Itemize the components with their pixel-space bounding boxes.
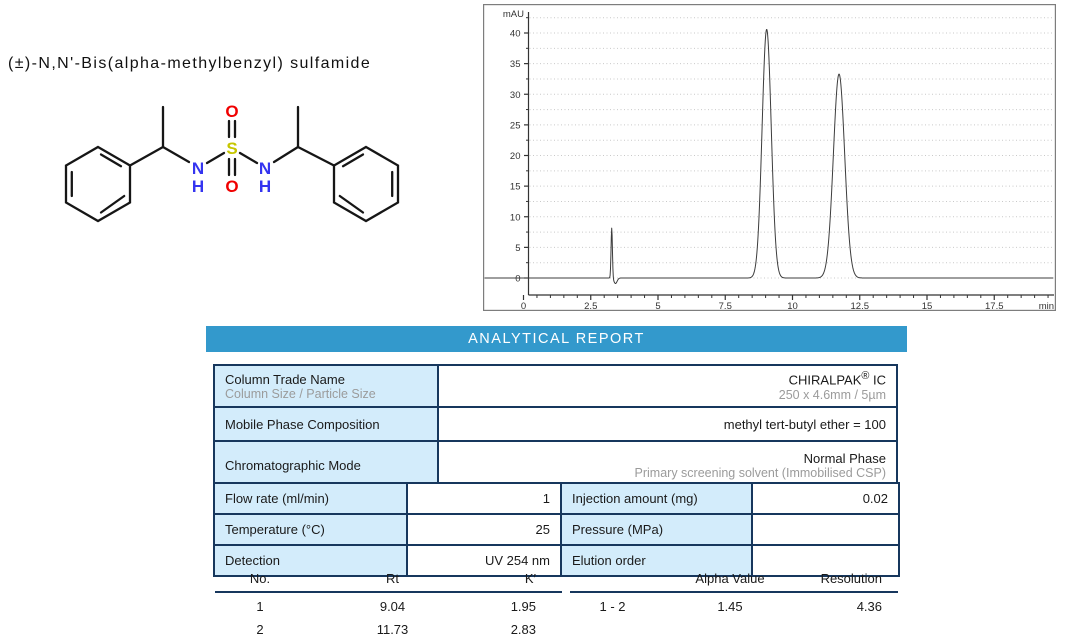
oxygen-atom-label: O [225, 102, 239, 121]
svg-text:10: 10 [787, 301, 798, 311]
temperature-value: 25 [407, 514, 561, 545]
chromatographic-mode-value: Normal Phase Primary screening solvent (Immobilised CSP) [438, 441, 897, 489]
benzene-ring-left [66, 147, 130, 221]
table-row: 1 - 2 1.45 4.36 [599, 599, 882, 614]
table-header-row [215, 568, 562, 592]
table-row: 1 9.04 1.95 [256, 599, 536, 614]
svg-text:10: 10 [509, 212, 521, 224]
mobile-phase-label: Mobile Phase Composition [214, 407, 438, 441]
svg-text:mAU: mAU [502, 9, 524, 20]
nitrogen-atom-label: N [191, 159, 205, 178]
hydrogen-atom-label: H [258, 177, 272, 196]
separation-results-table [570, 568, 898, 616]
benzene-ring-right [334, 147, 398, 221]
col-header-no: No. [215, 568, 305, 592]
col-header-kprime: K′ [480, 568, 562, 592]
svg-text:30: 30 [509, 89, 521, 101]
svg-text:5: 5 [655, 301, 661, 311]
molecule-svg [55, 95, 415, 235]
nitrogen-atom-label: N [258, 159, 272, 178]
detection-value: UV 254 nm [407, 545, 561, 576]
svg-text:35: 35 [509, 59, 521, 71]
col-header-resolution: Resolution [805, 568, 898, 592]
chromatographic-mode-label: Chromatographic Mode [214, 441, 438, 489]
sulfur-atom-label: S [226, 139, 238, 158]
svg-text:15: 15 [921, 301, 933, 311]
table-row [214, 407, 897, 441]
injection-amount-value: 0.02 [752, 483, 899, 514]
injection-amount-label: Injection amount (mg) [561, 483, 752, 514]
detection-label: Detection [214, 545, 407, 576]
column-info-table [213, 364, 898, 490]
col-header-rt: Rt [305, 568, 480, 592]
conditions-table [213, 482, 900, 577]
chromatogram-panel [483, 4, 1056, 311]
molecule-atoms [192, 102, 271, 196]
molecule-structure [55, 95, 415, 235]
svg-text:5: 5 [515, 242, 521, 254]
col-header-alpha: Alpha Value [655, 568, 805, 592]
svg-text:17.5: 17.5 [985, 301, 1004, 311]
temperature-label: Temperature (°C) [214, 514, 407, 545]
chromatogram-plot [483, 4, 1056, 311]
report-header: ANALYTICAL REPORT [206, 326, 907, 352]
elution-order-label: Elution order [561, 545, 752, 576]
pressure-label: Pressure (MPa) [561, 514, 752, 545]
hydrogen-atom-label: H [191, 177, 205, 196]
table-row: 2 11.73 2.83 [256, 622, 536, 637]
chromatogram-trace [485, 30, 1054, 284]
svg-text:25: 25 [509, 120, 521, 132]
pressure-value [752, 514, 899, 545]
table-header-row [570, 568, 898, 592]
oxygen-atom-label: O [225, 177, 239, 196]
column-trade-name-value: CHIRALPAK® IC 250 x 4.6mm / 5µm [438, 365, 897, 407]
svg-text:min: min [1038, 301, 1054, 311]
mobile-phase-value: methyl tert-butyl ether = 100 [438, 407, 897, 441]
flow-rate-value: 1 [407, 483, 561, 514]
col-header-blank [570, 568, 655, 592]
svg-text:12.5: 12.5 [850, 301, 869, 311]
svg-text:2.5: 2.5 [584, 301, 598, 311]
svg-text:40: 40 [509, 28, 521, 40]
flow-rate-label: Flow rate (ml/min) [214, 483, 407, 514]
peak-results-table [215, 568, 562, 639]
svg-text:0: 0 [520, 301, 527, 311]
column-trade-name-label: Column Trade Name Column Size / Particle Size [214, 365, 438, 407]
svg-text:0: 0 [515, 273, 521, 285]
svg-text:15: 15 [509, 181, 521, 193]
svg-text:7.5: 7.5 [718, 301, 732, 311]
table-row [214, 365, 897, 407]
table-row [214, 514, 899, 545]
svg-text:20: 20 [509, 151, 521, 162]
table-row [214, 483, 899, 514]
compound-title: (±)-N,N'-Bis(alpha-methylbenzyl) sulfamide [8, 55, 372, 72]
